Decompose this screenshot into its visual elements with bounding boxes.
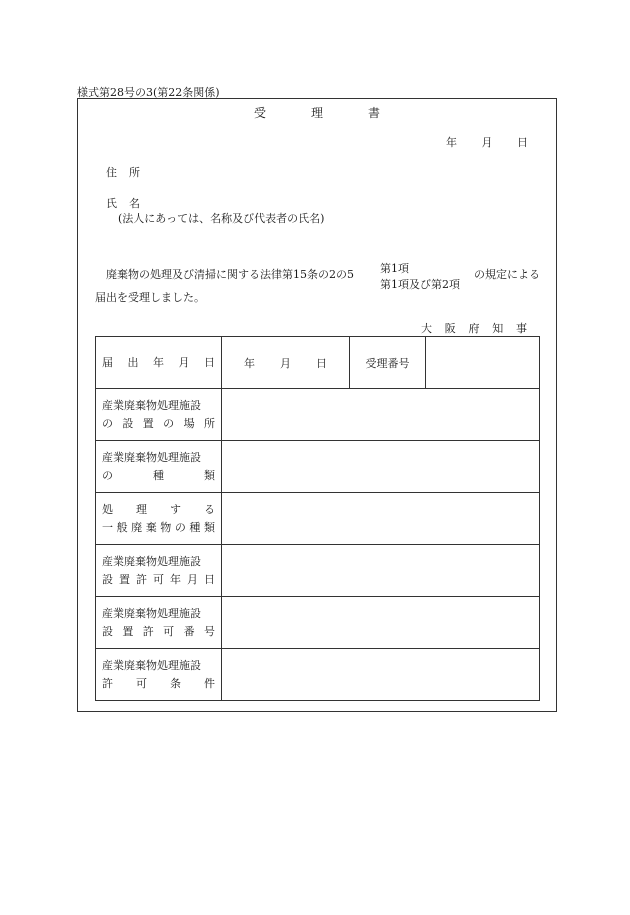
- notify-date-label: [96, 337, 222, 389]
- row-label: [96, 493, 222, 545]
- label-glyph: 所: [203, 416, 215, 430]
- issue-date-line: [446, 134, 528, 150]
- label-glyph: 月: [280, 356, 291, 370]
- row-value[interactable]: [222, 597, 540, 649]
- label-glyph: 書: [367, 106, 380, 120]
- body-text-line2: 届出を受理しました。: [95, 291, 205, 304]
- label-glyph: 府: [468, 322, 480, 335]
- label-glyph: 産業廃棄物処理施設: [102, 398, 201, 412]
- body-text-line1-end: の規定による: [474, 268, 540, 281]
- label-glyph: 住: [106, 166, 117, 179]
- label-glyph: 条: [170, 676, 181, 690]
- label-glyph: 設: [102, 572, 113, 586]
- address-label: [106, 164, 140, 180]
- label-glyph: 置: [122, 624, 134, 638]
- label-glyph: の: [102, 416, 113, 430]
- table-row-notify-date: [96, 337, 540, 389]
- label-glyph: 設: [122, 416, 134, 430]
- label-glyph: 棄: [145, 520, 157, 534]
- table-row: [96, 493, 540, 545]
- label-glyph: の: [163, 416, 175, 430]
- form-number: 様式第28号の3(第22条関係): [77, 86, 220, 99]
- label-glyph: 氏: [106, 197, 117, 210]
- label-glyph: 号: [203, 624, 215, 638]
- label-glyph: 日: [204, 572, 215, 586]
- label-glyph: 番: [183, 624, 195, 638]
- label-glyph: 廃: [131, 520, 143, 534]
- label-glyph: 月: [178, 355, 190, 369]
- label-glyph: 年: [170, 572, 181, 586]
- label-glyph: 事: [516, 322, 527, 335]
- name-label: [106, 195, 140, 211]
- row-label: [96, 389, 222, 441]
- label-glyph: 出: [127, 355, 139, 369]
- governor-signature: [421, 320, 527, 336]
- label-glyph: 届: [102, 355, 113, 369]
- label-glyph: 年: [244, 356, 255, 370]
- label-glyph: 日: [316, 356, 327, 370]
- label-glyph: 処: [102, 502, 113, 516]
- label-glyph: 可: [163, 624, 175, 638]
- label-glyph: 設: [102, 624, 113, 638]
- row-label: [96, 545, 222, 597]
- label-glyph: 般: [116, 520, 128, 534]
- label-glyph: る: [204, 502, 215, 516]
- label-glyph: 許: [102, 676, 113, 690]
- label-glyph: 許: [136, 572, 147, 586]
- label-glyph: 受: [254, 106, 267, 120]
- row-label: [96, 441, 222, 493]
- label-glyph: 産業廃棄物処理施設: [102, 450, 201, 464]
- row-value[interactable]: [222, 545, 540, 597]
- label-glyph: の: [102, 468, 113, 482]
- label-glyph: 年: [446, 136, 457, 149]
- table-row: [96, 545, 540, 597]
- label-glyph: 大: [421, 322, 432, 335]
- label-glyph: 類: [204, 468, 215, 482]
- label-glyph: 産業廃棄物処理施設: [102, 658, 201, 672]
- name-note: (法人にあっては、名称及び代表者の氏名): [118, 212, 325, 225]
- row-value[interactable]: [222, 441, 540, 493]
- label-glyph: 置: [119, 572, 130, 586]
- clause-option-1: 第1項: [380, 262, 409, 275]
- table-row: [96, 441, 540, 493]
- row-value[interactable]: [222, 389, 540, 441]
- table-row: [96, 597, 540, 649]
- table-row: [96, 389, 540, 441]
- label-glyph: 可: [153, 572, 164, 586]
- label-glyph: 一: [102, 520, 113, 534]
- receipt-number-label: 受理番号: [350, 337, 426, 389]
- label-glyph: 日: [517, 136, 528, 149]
- row-label: [96, 649, 222, 701]
- label-glyph: 産業廃棄物処理施設: [102, 606, 201, 620]
- label-glyph: 名: [129, 197, 140, 210]
- label-glyph: 種: [189, 520, 201, 534]
- label-glyph: 可: [136, 676, 147, 690]
- receipt-number-value[interactable]: [426, 337, 540, 389]
- row-value[interactable]: [222, 493, 540, 545]
- label-glyph: の: [174, 520, 186, 534]
- label-glyph: 許: [142, 624, 154, 638]
- label-glyph: 場: [183, 416, 195, 430]
- document-title: [254, 104, 380, 121]
- label-glyph: 産業廃棄物処理施設: [102, 554, 201, 568]
- label-glyph: 日: [204, 355, 215, 369]
- label-glyph: 置: [142, 416, 154, 430]
- label-glyph: 月: [481, 136, 493, 149]
- label-glyph: 類: [203, 520, 215, 534]
- label-glyph: 理: [136, 502, 147, 516]
- label-glyph: 理: [310, 106, 323, 120]
- row-value[interactable]: [222, 649, 540, 701]
- label-glyph: 知: [492, 322, 504, 335]
- label-glyph: 物: [160, 520, 172, 534]
- label-glyph: 所: [129, 166, 140, 179]
- label-glyph: 阪: [444, 322, 456, 335]
- label-glyph: す: [170, 502, 181, 516]
- label-glyph: 件: [204, 676, 215, 690]
- label-glyph: 種: [153, 468, 164, 482]
- row-label: [96, 597, 222, 649]
- body-text-line1: 廃棄物の処理及び清掃に関する法律第15条の2の5: [106, 268, 354, 281]
- label-glyph: 月: [187, 572, 198, 586]
- details-table: [95, 336, 540, 701]
- label-glyph: 年: [153, 355, 164, 369]
- notify-date-value[interactable]: [222, 337, 350, 389]
- table-row: [96, 649, 540, 701]
- clause-option-2: 第1項及び第2項: [380, 278, 460, 291]
